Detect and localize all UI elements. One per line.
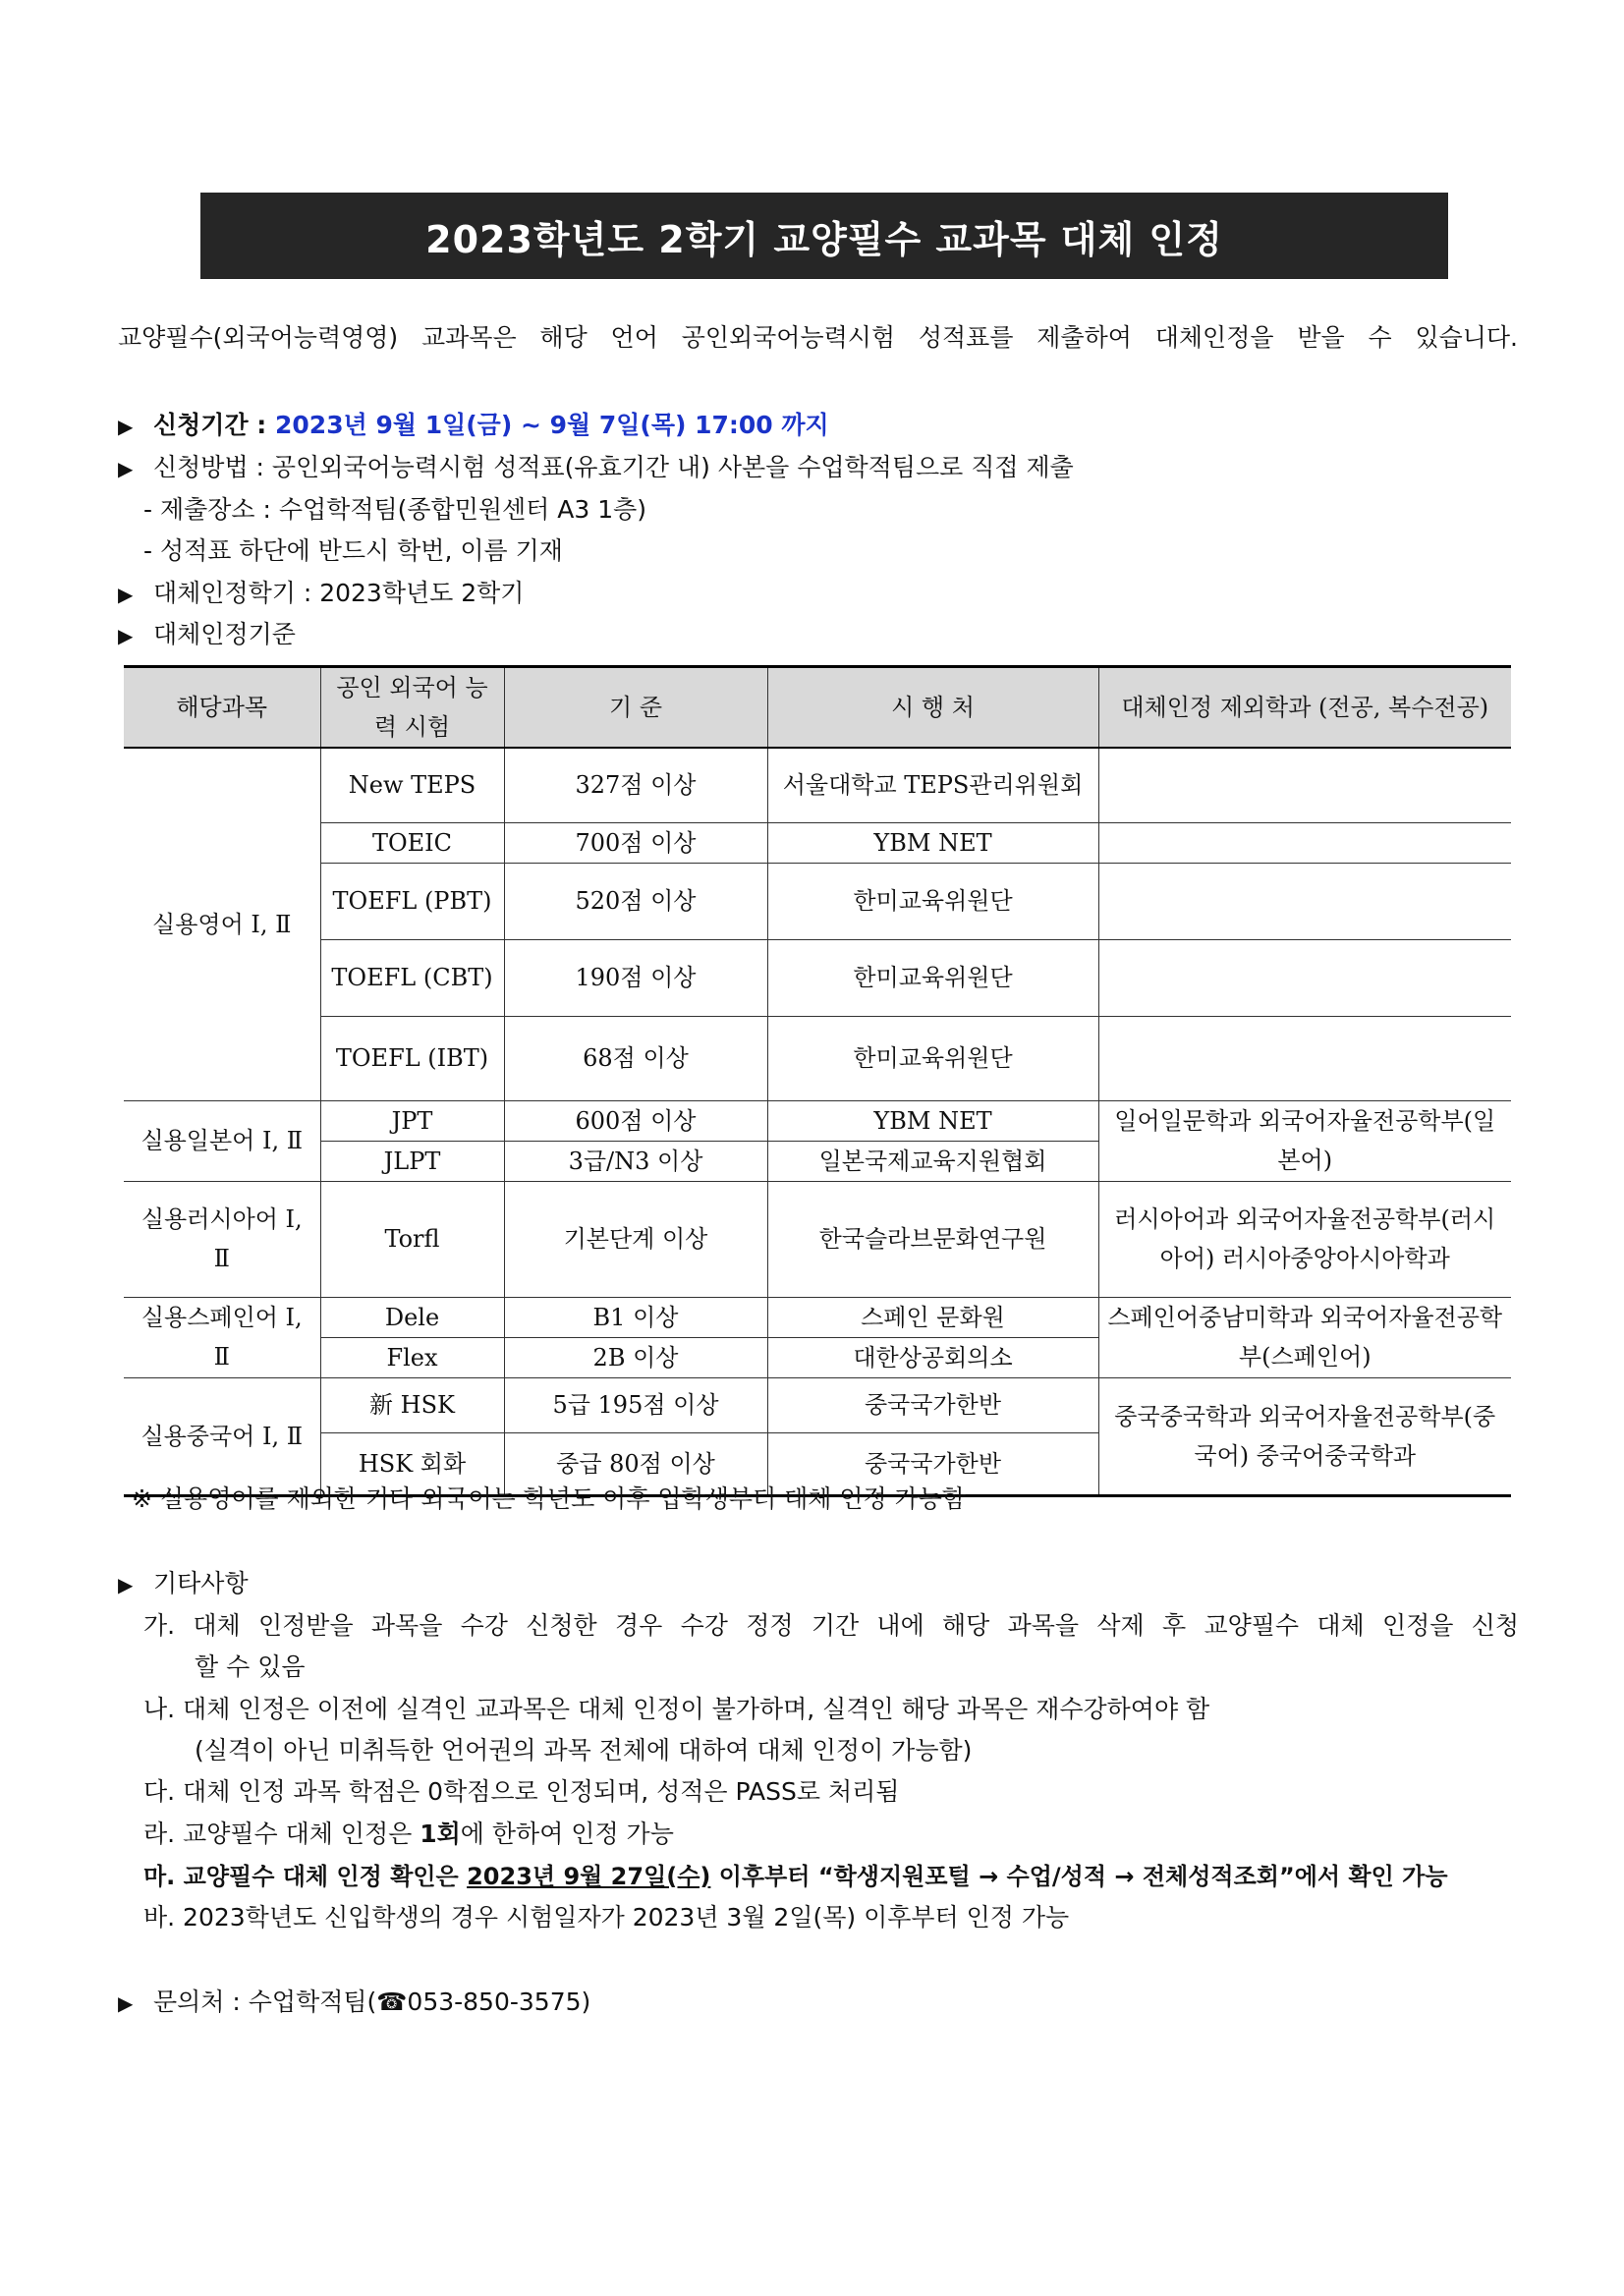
table-row	[124, 1100, 1511, 1141]
table-row	[124, 1297, 1511, 1337]
period-label: 신청기간 :	[153, 411, 276, 439]
criteria-line	[118, 615, 296, 650]
org-cell: 중국국가한반	[767, 1432, 1098, 1495]
test-cell: New TEPS	[320, 748, 504, 822]
period-value: 2023년 9월 1일(금) ~ 9월 7일(목) 17:00 까지	[275, 411, 829, 439]
criterion-cell: 190점 이상	[504, 939, 767, 1016]
org-cell: 한미교육위원단	[767, 1016, 1098, 1100]
note-ra-pre: 라. 교양필수 대체 인정은	[143, 1820, 420, 1848]
arrow-icon: ▶	[118, 457, 134, 480]
table-row	[124, 863, 1511, 939]
org-cell: 한국슬라브문화연구원	[767, 1181, 1098, 1297]
org-cell: 일본국제교육지원협회	[767, 1141, 1098, 1181]
test-cell: HSK 회화	[320, 1432, 504, 1495]
test-cell: Torfl	[320, 1181, 504, 1297]
criterion-cell: 700점 이상	[504, 822, 767, 863]
excluded-cell	[1098, 863, 1511, 939]
test-cell: JPT	[320, 1100, 504, 1141]
note-na-cont: (실격이 아닌 미취득한 언어권의 과목 전체에 대하여 대체 인정이 가능함)	[195, 1736, 973, 1764]
etc-label: 기타사항	[153, 1569, 249, 1597]
note-ga-cont: 할 수 있음	[195, 1652, 306, 1681]
criterion-cell: B1 이상	[504, 1297, 767, 1337]
note-ra-bold: 1회	[420, 1820, 461, 1848]
table-row	[124, 1181, 1511, 1297]
excluded-cell	[1098, 748, 1511, 822]
period-line	[118, 406, 829, 441]
org-cell: 중국국가한반	[767, 1377, 1098, 1432]
criterion-cell: 5급 195점 이상	[504, 1377, 767, 1432]
excluded-cell	[1098, 1016, 1511, 1100]
table-note: ※ 실용영어를 제외한 기타 외국어는 학년도 이후 입학생부터 대체 인정 가능함	[132, 1484, 967, 1513]
excluded-cell	[1098, 939, 1511, 1016]
note-na: 나. 대체 인정은 이전에 실격인 교과목은 대체 인정이 불가하며, 실격인 해당 과목은 재수강하여야 함	[143, 1695, 1210, 1723]
excluded-chinese: 중국중국학과 외국어자율전공학부(중국어) 중국어중국학과	[1098, 1377, 1511, 1495]
note-ra-post: 에 한하여 인정 가능	[460, 1820, 674, 1848]
test-cell: 新 HSK	[320, 1377, 504, 1432]
header-test: 공인 외국어 능력 시험	[320, 667, 504, 749]
criterion-cell: 중급 80점 이상	[504, 1432, 767, 1495]
test-cell: TOEIC	[320, 822, 504, 863]
arrow-icon: ▶	[118, 415, 134, 438]
test-cell: TOEFL (IBT)	[320, 1016, 504, 1100]
criterion-cell: 327점 이상	[504, 748, 767, 822]
criterion-cell: 68점 이상	[504, 1016, 767, 1100]
note-ma-post: 이후부터 “학생지원포털 → 수업/성적 → 전체성적조회”에서 확인 가능	[710, 1863, 1448, 1890]
test-cell: Dele	[320, 1297, 504, 1337]
excluded-russian: 러시아어과 외국어자율전공학부(러시아어) 러시아중앙아시아학과	[1098, 1181, 1511, 1297]
criterion-cell: 600점 이상	[504, 1100, 767, 1141]
arrow-icon: ▶	[118, 1991, 134, 2015]
criteria-label: 대체인정기준	[153, 620, 296, 648]
note-ma	[143, 1857, 1448, 1891]
intro-text: 교양필수(외국어능력영영) 교과목은 해당 언어 공인외국어능력시험 성적표를 제출하여 대체인정을 받을 수 있습니다.	[118, 323, 1518, 352]
test-cell: Flex	[320, 1337, 504, 1377]
table-row	[124, 748, 1511, 822]
org-cell: YBM NET	[767, 1100, 1098, 1141]
semester-text: 대체인정학기 : 2023학년도 2학기	[153, 579, 525, 607]
org-cell: 서울대학교 TEPS관리위원회	[767, 748, 1098, 822]
note-da: 다. 대체 인정 과목 학점은 0학점으로 인정되며, 성적은 PASS로 처리됨	[143, 1777, 900, 1806]
submit-place: - 제출장소 : 수업학적팀(종합민원센터 A3 1층)	[143, 495, 646, 524]
table-row	[124, 822, 1511, 863]
contact-text: 문의처 : 수업학적팀(☎053-850-3575)	[153, 1988, 591, 2016]
excluded-cell	[1098, 822, 1511, 863]
criterion-cell: 3급/N3 이상	[504, 1141, 767, 1181]
test-cell: TOEFL (CBT)	[320, 939, 504, 1016]
note-ra	[143, 1815, 674, 1850]
excluded-japanese: 일어일문학과 외국어자율전공학부(일본어)	[1098, 1100, 1511, 1181]
subject-japanese: 실용일본어 Ⅰ, Ⅱ	[124, 1100, 320, 1181]
subject-spanish: 실용스페인어 Ⅰ, Ⅱ	[124, 1297, 320, 1377]
name-note: - 성적표 하단에 반드시 학번, 이름 기재	[143, 536, 563, 565]
table-header-row	[124, 667, 1511, 749]
test-cell: TOEFL (PBT)	[320, 863, 504, 939]
note-ba: 바. 2023학년도 신입학생의 경우 시험일자가 2023년 3월 2일(목) 이후부터 인정 가능	[143, 1903, 1070, 1932]
semester-line	[118, 574, 524, 609]
subject-english: 실용영어 Ⅰ, Ⅱ	[124, 748, 320, 1100]
criterion-cell: 520점 이상	[504, 863, 767, 939]
test-cell: JLPT	[320, 1141, 504, 1181]
header-org: 시 행 처	[767, 667, 1098, 749]
note-ga: 가. 대체 인정받을 과목을 수강 신청한 경우 수강 정정 기간 내에 해당 과목을 삭제 후 교양필수 대체 인정을 신청	[143, 1611, 1519, 1640]
subject-russian: 실용러시아어 Ⅰ, Ⅱ	[124, 1181, 320, 1297]
criterion-cell: 2B 이상	[504, 1337, 767, 1377]
org-cell: 한미교육위원단	[767, 863, 1098, 939]
header-subject: 해당과목	[124, 667, 320, 749]
subject-chinese: 실용중국어 Ⅰ, Ⅱ	[124, 1377, 320, 1495]
header-excluded: 대체인정 제외학과 (전공, 복수전공)	[1098, 667, 1511, 749]
contact-line	[118, 1983, 590, 2018]
note-ma-pre: 마. 교양필수 대체 인정 확인은	[143, 1863, 468, 1890]
org-cell: 스페인 문화원	[767, 1297, 1098, 1337]
method-line	[118, 448, 1074, 483]
page-title: 2023학년도 2학기 교양필수 교과목 대체 인정	[200, 193, 1448, 279]
excluded-spanish: 스페인어중남미학과 외국어자율전공학부(스페인어)	[1098, 1297, 1511, 1377]
org-cell: 한미교육위원단	[767, 939, 1098, 1016]
arrow-icon: ▶	[118, 624, 134, 647]
etc-line	[118, 1564, 249, 1599]
method-text: 신청방법 : 공인외국어능력시험 성적표(유효기간 내) 사본을 수업학적팀으로 직접 제출	[153, 453, 1074, 481]
org-cell: 대한상공회의소	[767, 1337, 1098, 1377]
org-cell: YBM NET	[767, 822, 1098, 863]
criterion-cell: 기본단계 이상	[504, 1181, 767, 1297]
arrow-icon: ▶	[118, 583, 134, 606]
header-criterion: 기 준	[504, 667, 767, 749]
arrow-icon: ▶	[118, 1573, 134, 1596]
table-row	[124, 939, 1511, 1016]
table-row	[124, 1377, 1511, 1432]
note-ma-date: 2023년 9월 27일(수)	[467, 1863, 711, 1890]
criteria-table	[124, 665, 1511, 1497]
table-row	[124, 1016, 1511, 1100]
